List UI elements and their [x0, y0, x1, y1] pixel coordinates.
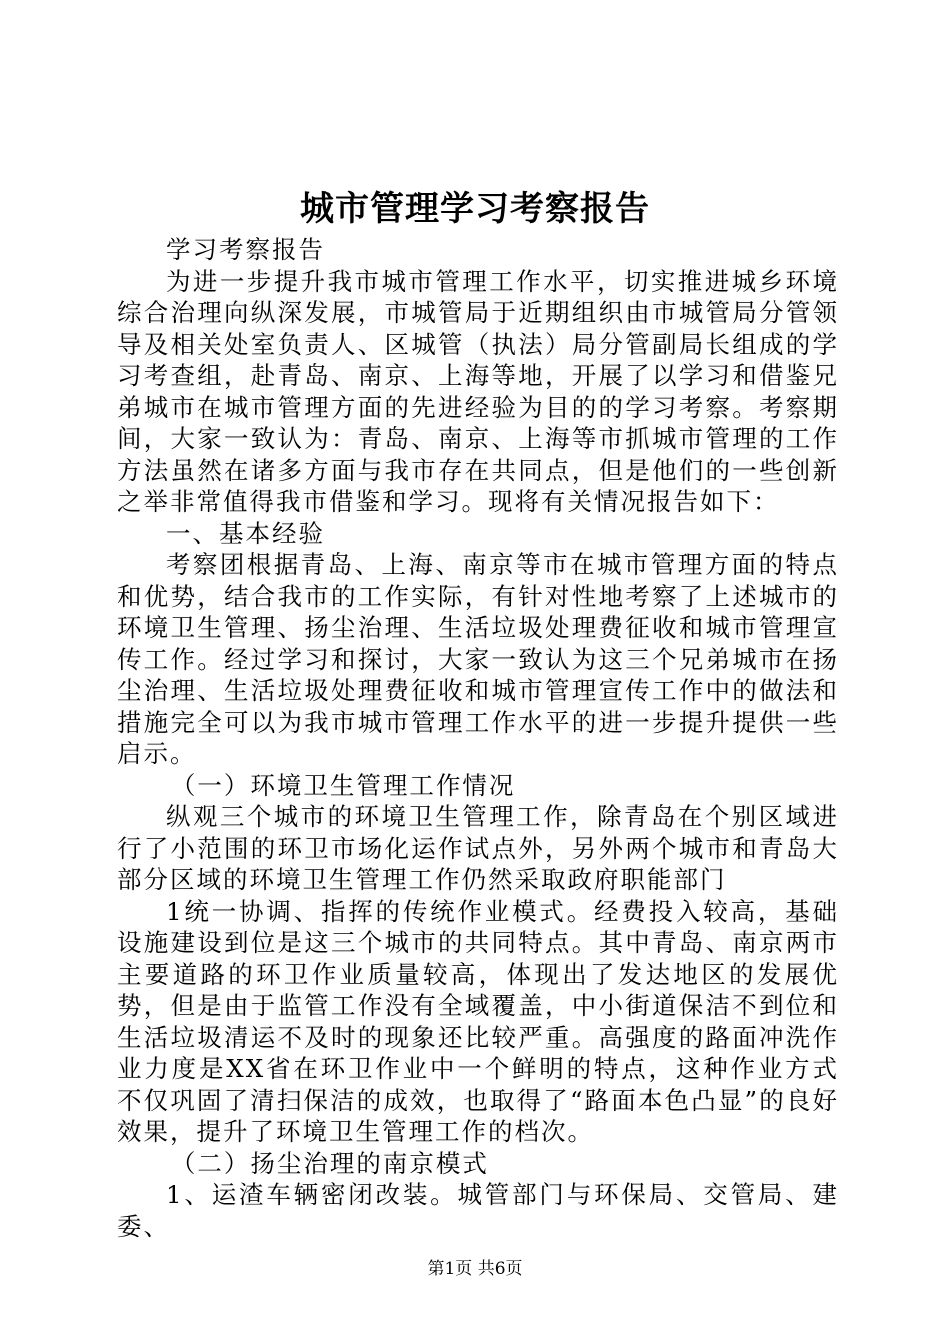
document-title: 城市管理学习考察报告 — [300, 189, 650, 229]
paragraph-sanitation-2: 1统一协调、指挥的传统作业模式。经费投入较高，基础设施建设到位是这三个城市的共同特点。其中青岛、南京两市主要道路的环卫作业质量较高，体现出了发达地区的发展优势，但是由于监管工作没有全域覆盖，中小街道保洁不到位和生活垃圾清运不及时的现象还比较严重。高强度的路面冲洗作业力度是XX省在环卫作业中一个鲜明的特点，这种作业方式不仅巩固了清扫保洁的成效，也取得了“路面本色凸显”的良好效果，提升了环境卫生管理工作的档次。 — [117, 896, 839, 1146]
subsection-heading-sanitation: （一）环境卫生管理工作情况 — [170, 770, 516, 800]
paragraph-intro: 为进一步提升我市城市管理工作水平，切实推进城乡环境综合治理向纵深发展，市城管局于近期组织由市城管局分管领导及相关处室负责人、区城管（执法）局分管副局长组成的学习考查组，赴青岛、南京、上海等地，开展了以学习和借鉴兄弟城市在城市管理方面的先进经验为目的的学习考察。考察期间，大家一致认为：青岛、南京、上海等市抓城市管理的工作方法虽然在诸多方面与我市存在共同点，但是他们的一些创新之举非常值得我市借鉴和学习。现将有关情况报告如下： — [117, 266, 839, 516]
document-body — [117, 234, 839, 1242]
paragraph-dust-control-1: 1、运渣车辆密闭改装。城管部门与环保局、交管局、建委、 — [117, 1180, 839, 1241]
paragraph-experience: 考察团根据青岛、上海、南京等市在城市管理方面的特点和优势，结合我市的工作实际，有针对性地考察了上述城市的环境卫生管理、扬尘治理、生活垃圾处理费征收和城市管理宣传工作。经过学习和探讨，大家一致认为这三个兄弟城市在扬尘治理、生活垃圾处理费征收和城市管理宣传工作中的做法和措施完全可以为我市城市管理工作水平的进一步提升提供一些启示。 — [117, 550, 839, 768]
subsection-heading-dust-control: （二）扬尘治理的南京模式 — [170, 1148, 489, 1178]
paragraph-subtitle: 学习考察报告 — [166, 235, 325, 264]
section-heading-basic-experience: 一、基本经验 — [166, 518, 325, 548]
paragraph-sanitation-1: 纵观三个城市的环境卫生管理工作，除青岛在个别区域进行了小范围的环卫市场化运作试点外，另外两个城市和青岛大部分区域的环境卫生管理工作仍然采取政府职能部门 — [117, 802, 839, 894]
page-number: 第1页 共6页 — [427, 1259, 523, 1279]
